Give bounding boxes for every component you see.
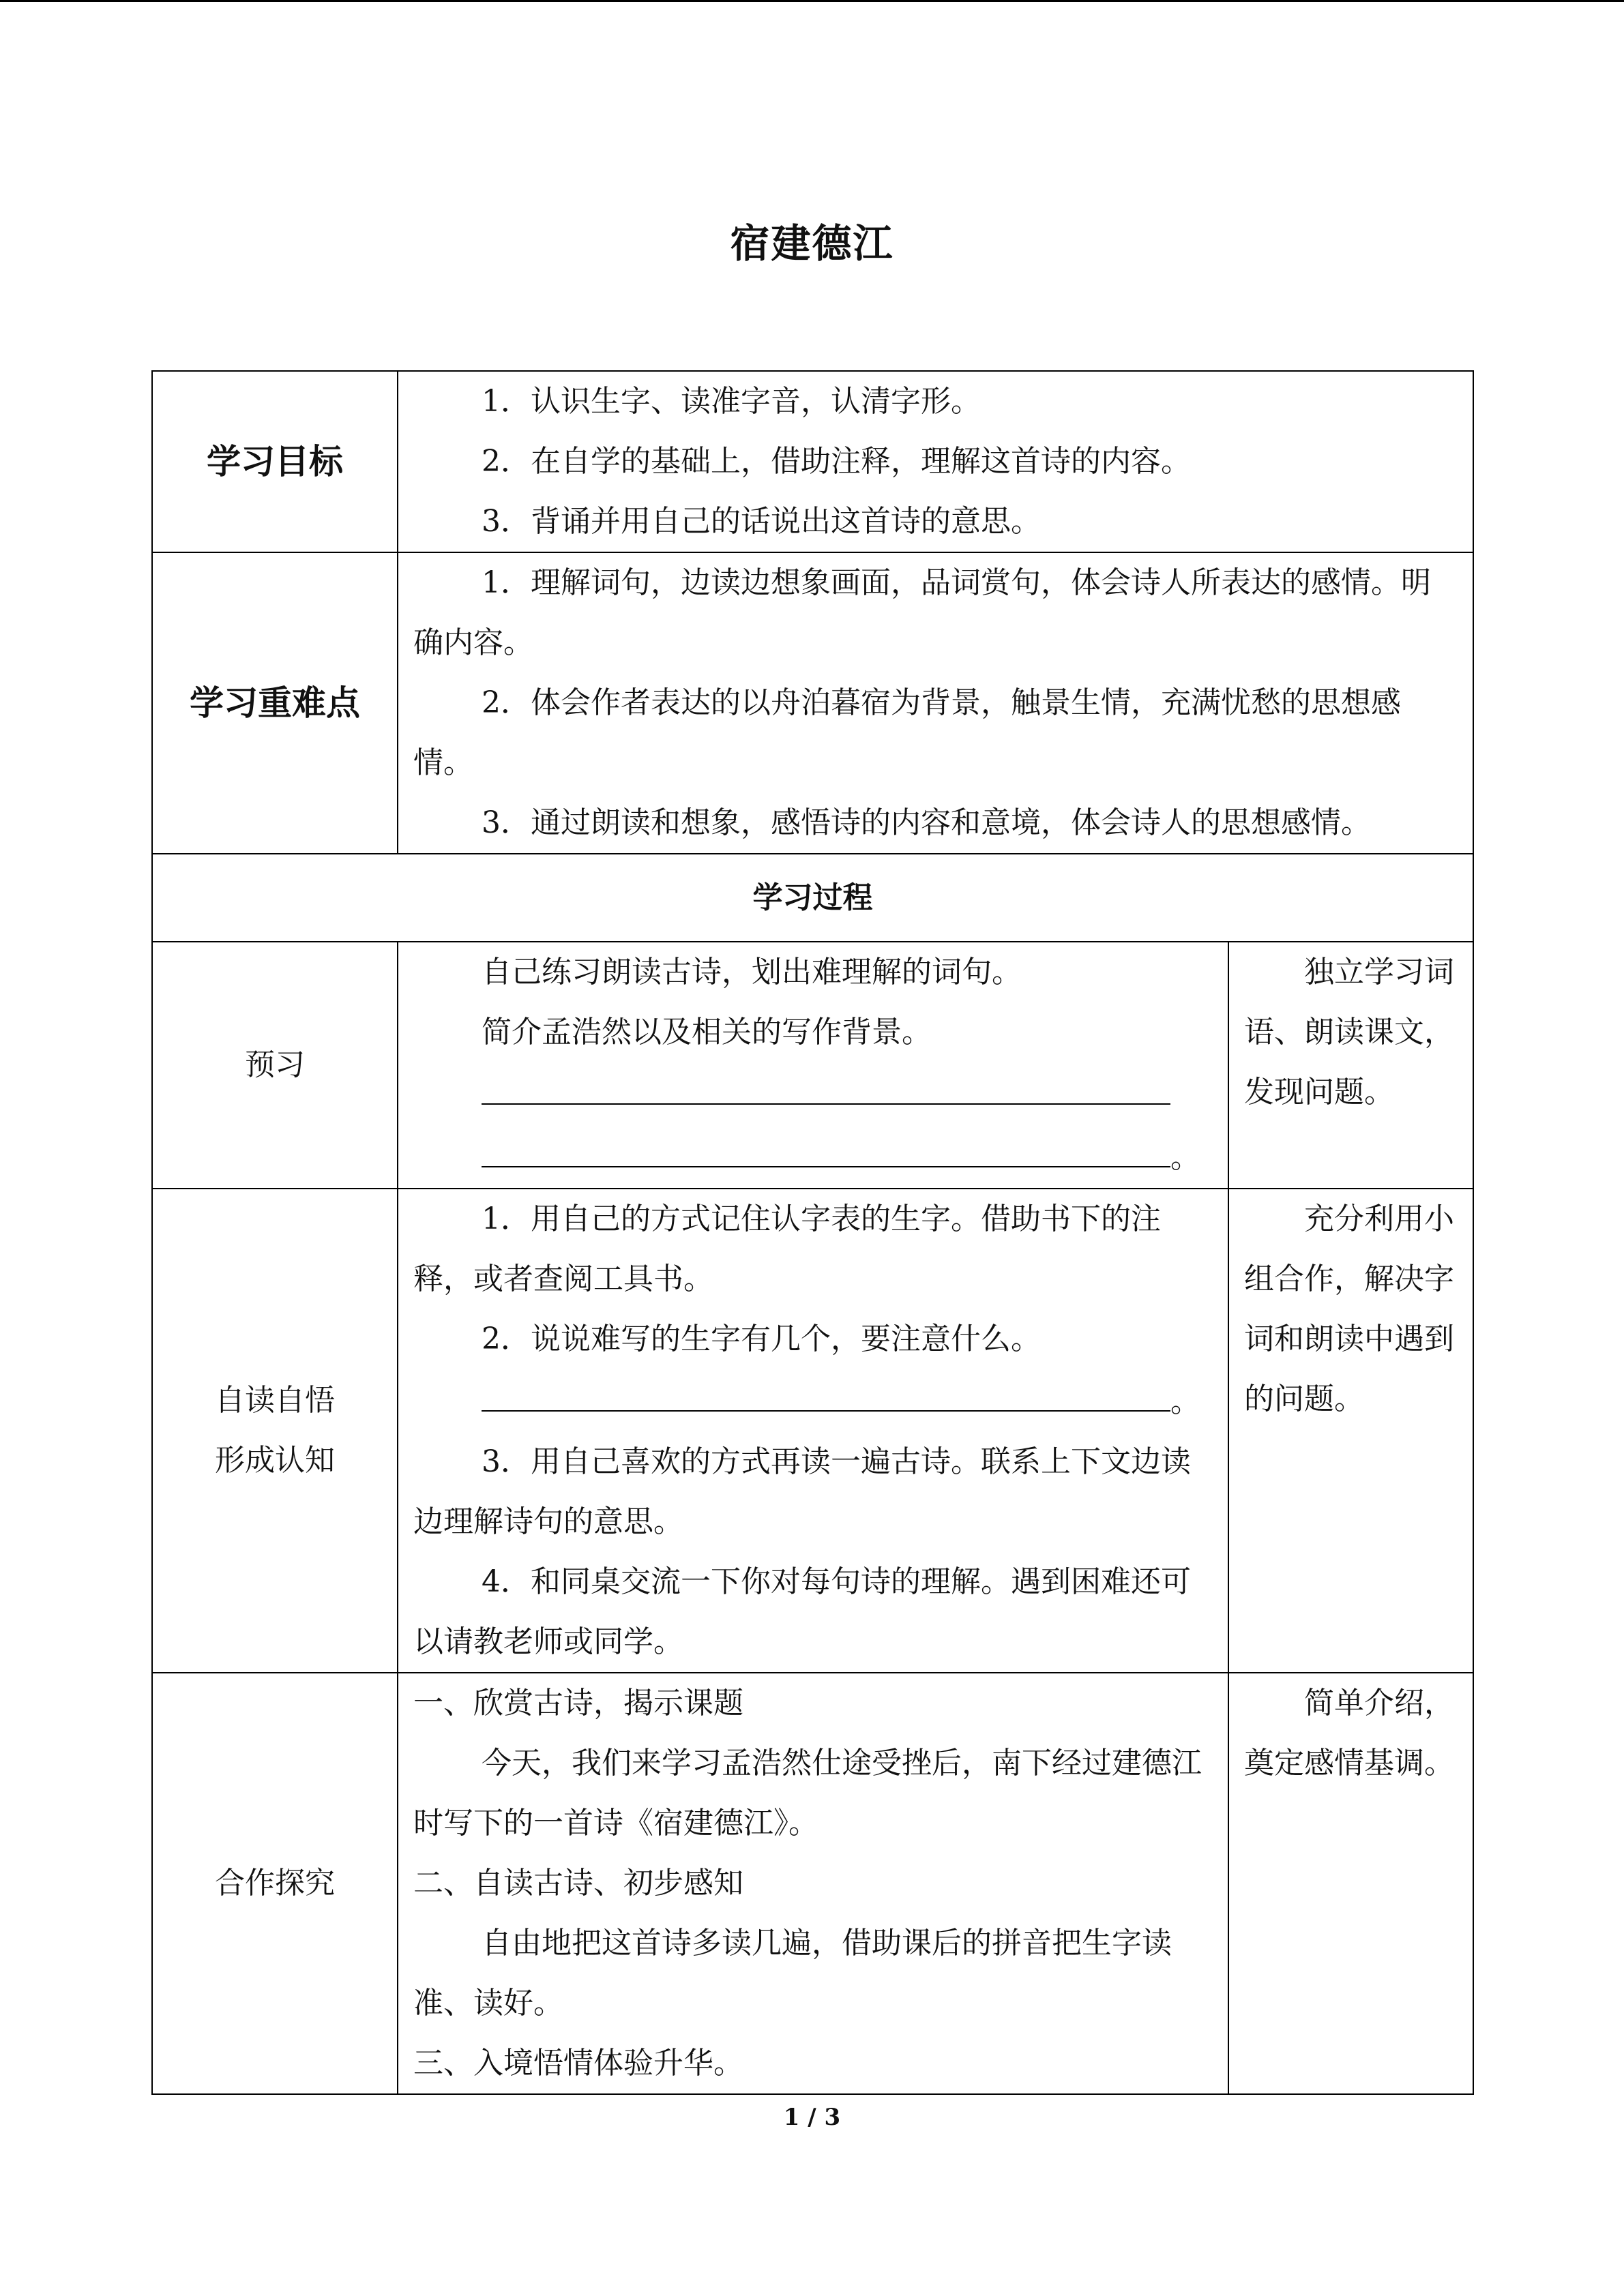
self-study-label-line: 自读自悟: [215, 1383, 335, 1418]
self-study-item: 3．用自己喜欢的方式再读一遍古诗。联系上下文边读边理解诗句的意思。: [413, 1444, 1191, 1539]
answer-blank-line[interactable]: [482, 1125, 1170, 1167]
answer-blank-line[interactable]: [482, 1062, 1170, 1105]
side-note-text: 独立学习词语、朗读课文，发现问题。: [1244, 955, 1454, 1109]
period-mark: 。: [1170, 1140, 1200, 1175]
top-border-line: [0, 0, 1624, 2]
process-header: 学习过程: [152, 854, 1473, 942]
section-text: 今天，我们来学习孟浩然仕途受挫后，南下经过建德江时写下的一首诗《宿建德江》。: [413, 1746, 1202, 1840]
self-study-label-line: 形成认知: [215, 1443, 335, 1478]
period-mark: 。: [1170, 1384, 1200, 1419]
self-study-item: 2．说说难写的生字有几个，要注意什么。: [482, 1322, 1041, 1356]
objectives-label: 学习目标: [152, 371, 398, 552]
difficulties-content: [398, 552, 1473, 854]
preview-side-note: [1228, 942, 1473, 1189]
section-heading: 二、自读古诗、初步感知: [413, 1866, 743, 1900]
page-title: 宿建德江: [730, 220, 894, 267]
row-self-study: [152, 1189, 1473, 1673]
preview-label: 预习: [152, 942, 398, 1189]
section-heading: 三、入境悟情体验升华。: [413, 2046, 743, 2081]
section-heading: 一、欣赏古诗，揭示课题: [413, 1686, 743, 1720]
cooperation-label: 合作探究: [152, 1673, 398, 2094]
answer-line-row: [413, 1125, 1202, 1188]
cooperation-side-note: [1228, 1673, 1473, 2094]
preview-content: [398, 942, 1228, 1189]
lesson-plan-table: [151, 370, 1474, 2095]
self-study-label: [152, 1189, 398, 1673]
answer-line-row: [413, 1062, 1202, 1125]
section-text: 自由地把这首诗多读几遍，借助课后的拼音把生字读准、读好。: [413, 1926, 1172, 2021]
row-difficulties: [152, 552, 1473, 854]
page-number: 1 / 3: [783, 2104, 841, 2131]
side-note-text: 充分利用小组合作，解决字词和朗读中遇到的问题。: [1244, 1202, 1454, 1416]
row-cooperation: [152, 1673, 1473, 2094]
row-process-header: [152, 854, 1473, 942]
self-study-item: 1．用自己的方式记住认字表的生字。借助书下的注释，或者查阅工具书。: [413, 1202, 1161, 1296]
objective-item: 3．背诵并用自己的话说出这首诗的意思。: [482, 504, 1041, 539]
row-preview: [152, 942, 1473, 1189]
difficulty-item: 2．体会作者表达的以舟泊暮宿为背景，触景生情，充满忧愁的思想感情。: [413, 685, 1401, 780]
objective-item: 1．认识生字、读准字音，认清字形。: [482, 384, 981, 419]
objective-item: 2．在自学的基础上，借助注释，理解这首诗的内容。: [482, 444, 1191, 479]
preview-line: 简介孟浩然以及相关的写作背景。: [482, 1015, 932, 1049]
answer-blank-line[interactable]: [482, 1369, 1170, 1412]
cooperation-content: [398, 1673, 1228, 2094]
answer-line-row: [413, 1369, 1202, 1432]
difficulties-label: 学习重难点: [152, 552, 398, 854]
self-study-content: [398, 1189, 1228, 1673]
self-study-item: 4．和同桌交流一下你对每句诗的理解。遇到困难还可以请教老师或同学。: [413, 1564, 1191, 1659]
difficulty-item: 1．理解词句，边读边想象画面，品词赏句，体会诗人所表达的感情。明确内容。: [413, 565, 1431, 660]
objectives-content: [398, 371, 1473, 552]
preview-line: 自己练习朗读古诗，划出难理解的词句。: [482, 955, 1022, 989]
difficulty-item: 3．通过朗读和想象，感悟诗的内容和意境，体会诗人的思想感情。: [482, 805, 1371, 840]
row-objectives: [152, 371, 1473, 552]
side-note-text: 简单介绍，奠定感情基调。: [1244, 1686, 1454, 1780]
self-study-side-note: [1228, 1189, 1473, 1673]
